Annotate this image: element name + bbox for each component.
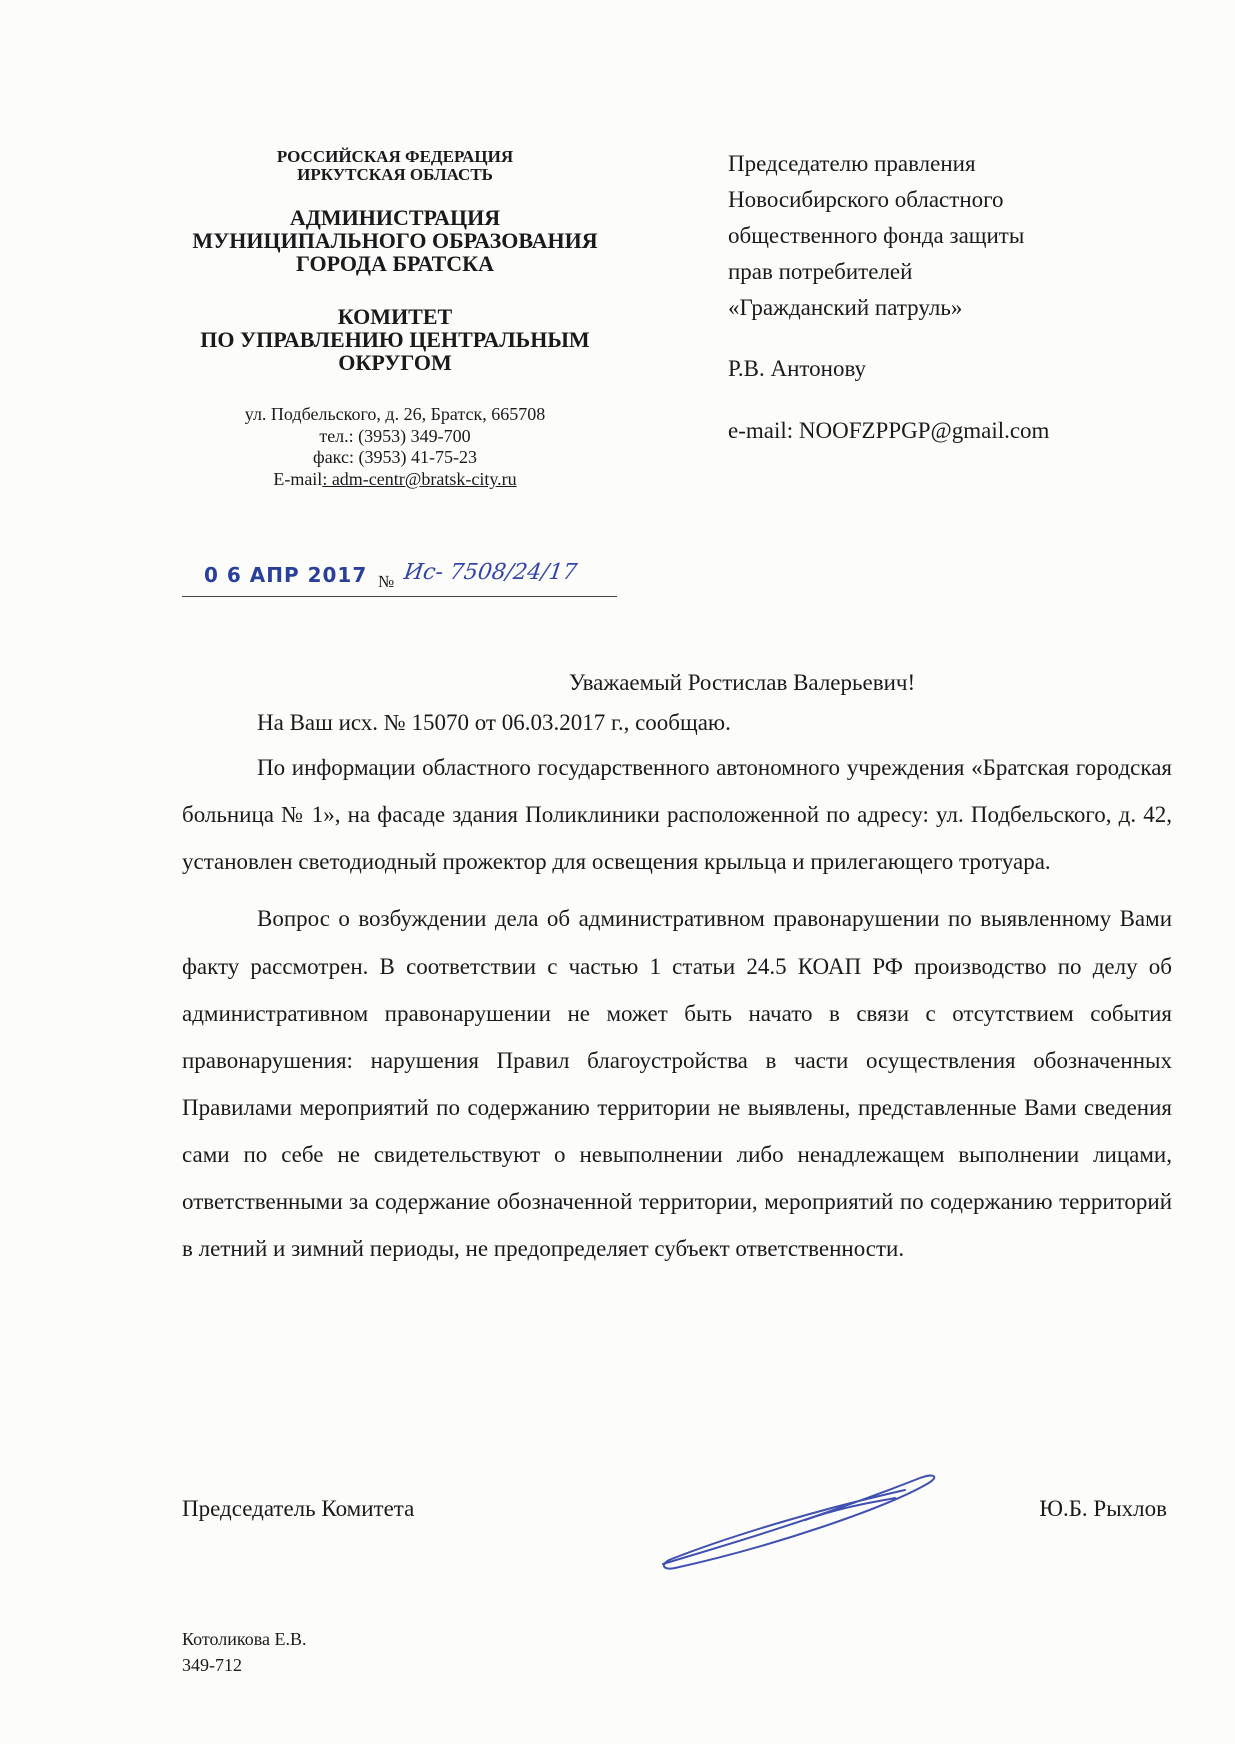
registration-number-label: № [378, 572, 395, 591]
registration-line [182, 558, 617, 597]
admin-line-2: МУНИЦИПАЛЬНОГО ОБРАЗОВАНИЯ [192, 227, 598, 253]
addressee-line-5: «Гражданский патруль» [728, 295, 963, 321]
letterhead-committee [150, 305, 640, 374]
contact-address: ул. Подбельского, д. 26, Братск, 665708 [244, 404, 546, 425]
addressee-block [728, 146, 1049, 449]
paragraph-2: Вопрос о возбуждении дела об административном правонарушении по выявленному Вами факту рассмотрен. В соответствии с частью 1 статьи 24.5 КОАП РФ производство по делу об административном правонарушении не может быть начато в связи с отсутствием события правонарушения: нарушения Правил благоустройства в части осуществления обозначенных Правилами мероприятий по содержанию территории не выявлены, представленные Вами сведения сами по себе не свидетельствуют о невыполнении либо ненадлежащем выполнении лицами, ответственными за содержание обозначенной территории, мероприятий по содержанию территорий в летний и зимний периоды, не предопределяет субъект ответственности. [182, 906, 1172, 1262]
addressee-name: Р.В. Антонову [728, 355, 867, 381]
letterhead-administration [150, 206, 640, 275]
committee-line-1: КОМИТЕТ [337, 303, 453, 329]
contact-fax: факс: (3953) 41-75-23 [313, 447, 477, 468]
contact-email-value: : adm-centr@bratsk-city.ru [322, 469, 517, 490]
letterhead-country: РОССИЙСКАЯ ФЕДЕРАЦИЯ [276, 147, 514, 166]
letterhead-region: ИРКУТСКАЯ ОБЛАСТЬ [297, 164, 493, 184]
letter-body [182, 670, 1172, 1273]
contact-phone: тел.: (3953) 349-700 [319, 425, 471, 446]
signatory-title: Председатель Комитета [182, 1496, 415, 1521]
addressee-email: e-mail: NOOFZPPGP@gmail.com [728, 417, 1050, 443]
letterhead [150, 148, 640, 491]
contact-email [150, 469, 640, 491]
admin-line-1: АДМИНИСТРАЦИЯ [289, 204, 501, 230]
committee-line-3: ОКРУГОМ [338, 350, 452, 376]
executor-block [182, 1626, 306, 1678]
addressee-line-1: Председателю правления [728, 151, 976, 176]
handwritten-signature [655, 1468, 955, 1583]
addressee-line-3: общественного фонда защиты [728, 223, 1025, 249]
letterhead-contacts [150, 404, 640, 490]
admin-line-3: ГОРОДА БРАТСКА [296, 250, 494, 276]
addressee-line-4: прав потребителей [728, 259, 913, 285]
signatory-name: Ю.Б. Рыхлов [1039, 1496, 1167, 1521]
contact-email-label: E-mail [273, 469, 323, 490]
greeting: Уважаемый Ростислав Валерьевич! [568, 670, 916, 695]
executor-name: Котоликова Е.В. [182, 1629, 307, 1649]
committee-line-2: ПО УПРАВЛЕНИЮ ЦЕНТРАЛЬНЫМ [200, 327, 590, 353]
reference-line: На Ваш исх. № 15070 от 06.03.2017 г., сообщаю. [257, 710, 731, 735]
paragraph-1: По информации областного государственного автономного учреждения «Братская городская больница № 1», на фасаде здания Поликлиники расположенной по адресу: ул. Подбельского, д. 42, установлен светодиодный прожектор для освещения крыльца и прилегающего тротуара. [182, 755, 1172, 875]
registration-number: Ис- 7508/24/17 [402, 560, 579, 585]
executor-phone: 349-712 [182, 1655, 242, 1676]
date-stamp: 0 6 АПР 2017 [204, 563, 368, 587]
addressee-line-2: Новосибирского областного [728, 187, 1004, 213]
